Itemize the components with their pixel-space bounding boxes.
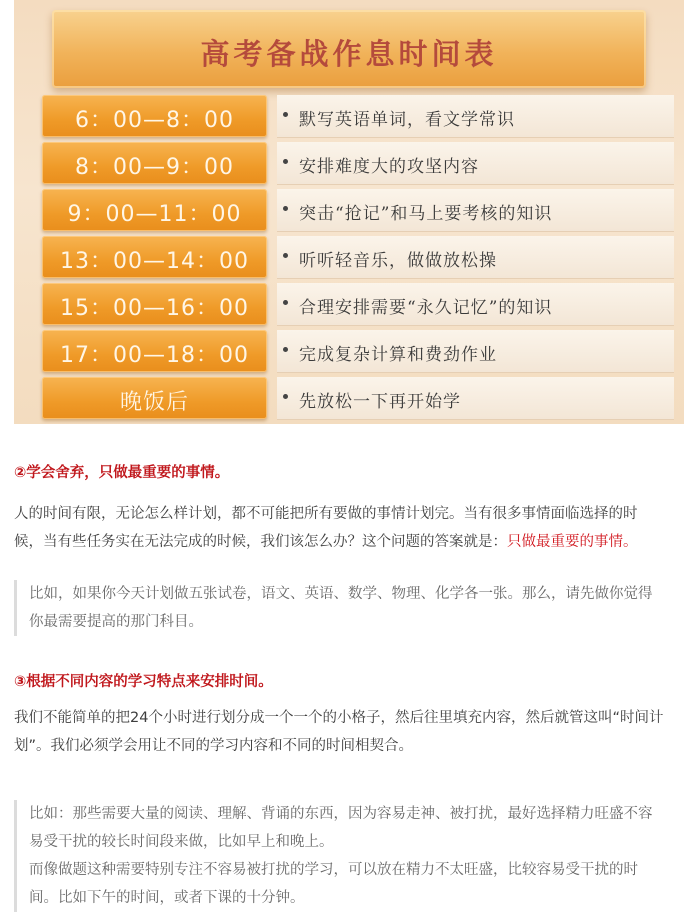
activity-label: 安排难度大的攻坚内容 — [299, 157, 479, 177]
schedule-row — [42, 377, 674, 419]
schedule-row — [42, 142, 674, 184]
bullet-icon — [283, 394, 288, 399]
schedule-poster — [14, 0, 684, 424]
paragraph-line: 我们不能简单的把24个小时进行划分成一个一个的小格子，然后往里填充内容，然后就管这叫“时间计 — [14, 710, 664, 726]
activity-label: 突击“抢记”和马上要考核的知识 — [299, 204, 553, 224]
quote-line: 易受干扰的较长时间段来做，比如早上和晚上。 — [29, 834, 334, 850]
activity-box — [277, 330, 674, 373]
highlight-text: 只做最重要的事情。 — [507, 534, 638, 550]
paragraph-line: 划”。我们必须学会用让不同的学习内容和不同的时间相契合。 — [14, 738, 414, 754]
time-label: 13：00—14：00 — [60, 249, 249, 274]
poster-title: 高考备战作息时间表 — [200, 37, 498, 71]
time-label: 6：00—8：00 — [75, 108, 234, 133]
time-label: 8：00—9：00 — [75, 155, 234, 180]
quote-line: 间。比如下午的时间，或者下课的十分钟。 — [29, 890, 305, 906]
activity-box — [277, 236, 674, 279]
quote-line: 而像做题这种需要特别专注不容易被打扰的学习，可以放在精力不太旺盛，比较容易受干扰的时 — [29, 862, 638, 878]
bullet-icon — [283, 112, 288, 117]
bullet-icon — [283, 300, 288, 305]
activity-box — [277, 189, 674, 232]
paragraph-text: 候，当有些任务实在无法完成的时候，我们该怎么办？这个问题的答案就是： — [14, 534, 507, 550]
activity-label: 先放松一下再开始学 — [299, 392, 461, 412]
activity-label: 听听轻音乐，做做放松操 — [299, 251, 497, 271]
time-slot — [42, 377, 267, 419]
activity-label: 默写英语单词，看文学常识 — [299, 110, 515, 130]
time-label: 9：00—11：00 — [67, 202, 242, 227]
section-heading: ②学会舍弃，只做最重要的事情。 — [14, 465, 230, 481]
time-label: 15：00—16：00 — [60, 296, 249, 321]
time-slot — [42, 236, 267, 278]
schedule-row — [42, 330, 674, 372]
activity-box — [277, 95, 674, 138]
paragraph-line — [14, 528, 686, 556]
activity-box — [277, 142, 674, 185]
time-slot — [42, 95, 267, 137]
blockquote — [14, 580, 686, 636]
bullet-icon — [283, 159, 288, 164]
paragraph — [14, 500, 686, 556]
time-slot — [42, 189, 267, 231]
activity-box — [277, 283, 674, 326]
poster-title-banner — [52, 10, 646, 88]
activity-label: 完成复杂计算和费劲作业 — [299, 345, 497, 365]
schedule-row — [42, 236, 674, 278]
time-slot — [42, 330, 267, 372]
quote-line: 你最需要提高的那门科目。 — [29, 614, 203, 630]
quote-line: 比如：那些需要大量的阅读、理解、背诵的东西，因为容易走神、被打扰，最好选择精力旺盛不容 — [29, 806, 653, 822]
time-slot — [42, 283, 267, 325]
bullet-icon — [283, 253, 288, 258]
paragraph — [14, 704, 686, 760]
activity-box — [277, 377, 674, 420]
schedule-row — [42, 95, 674, 137]
bullet-icon — [283, 206, 288, 211]
paragraph-line: 人的时间有限，无论怎么样计划，都不可能把所有要做的事情计划完。当有很多事情面临选择的时 — [14, 506, 638, 522]
blockquote — [14, 800, 686, 912]
section-heading: ③根据不同内容的学习特点来安排时间。 — [14, 674, 273, 690]
activity-label: 合理安排需要“永久记忆”的知识 — [299, 298, 553, 318]
schedule-row — [42, 283, 674, 325]
time-slot — [42, 142, 267, 184]
quote-line: 比如，如果你今天计划做五张试卷，语文、英语、数学、物理、化学各一张。那么，请先做你觉得 — [29, 586, 653, 602]
time-label: 17：00—18：00 — [60, 343, 249, 368]
time-label: 晚饭后 — [119, 390, 189, 415]
schedule-row — [42, 189, 674, 231]
bullet-icon — [283, 347, 288, 352]
